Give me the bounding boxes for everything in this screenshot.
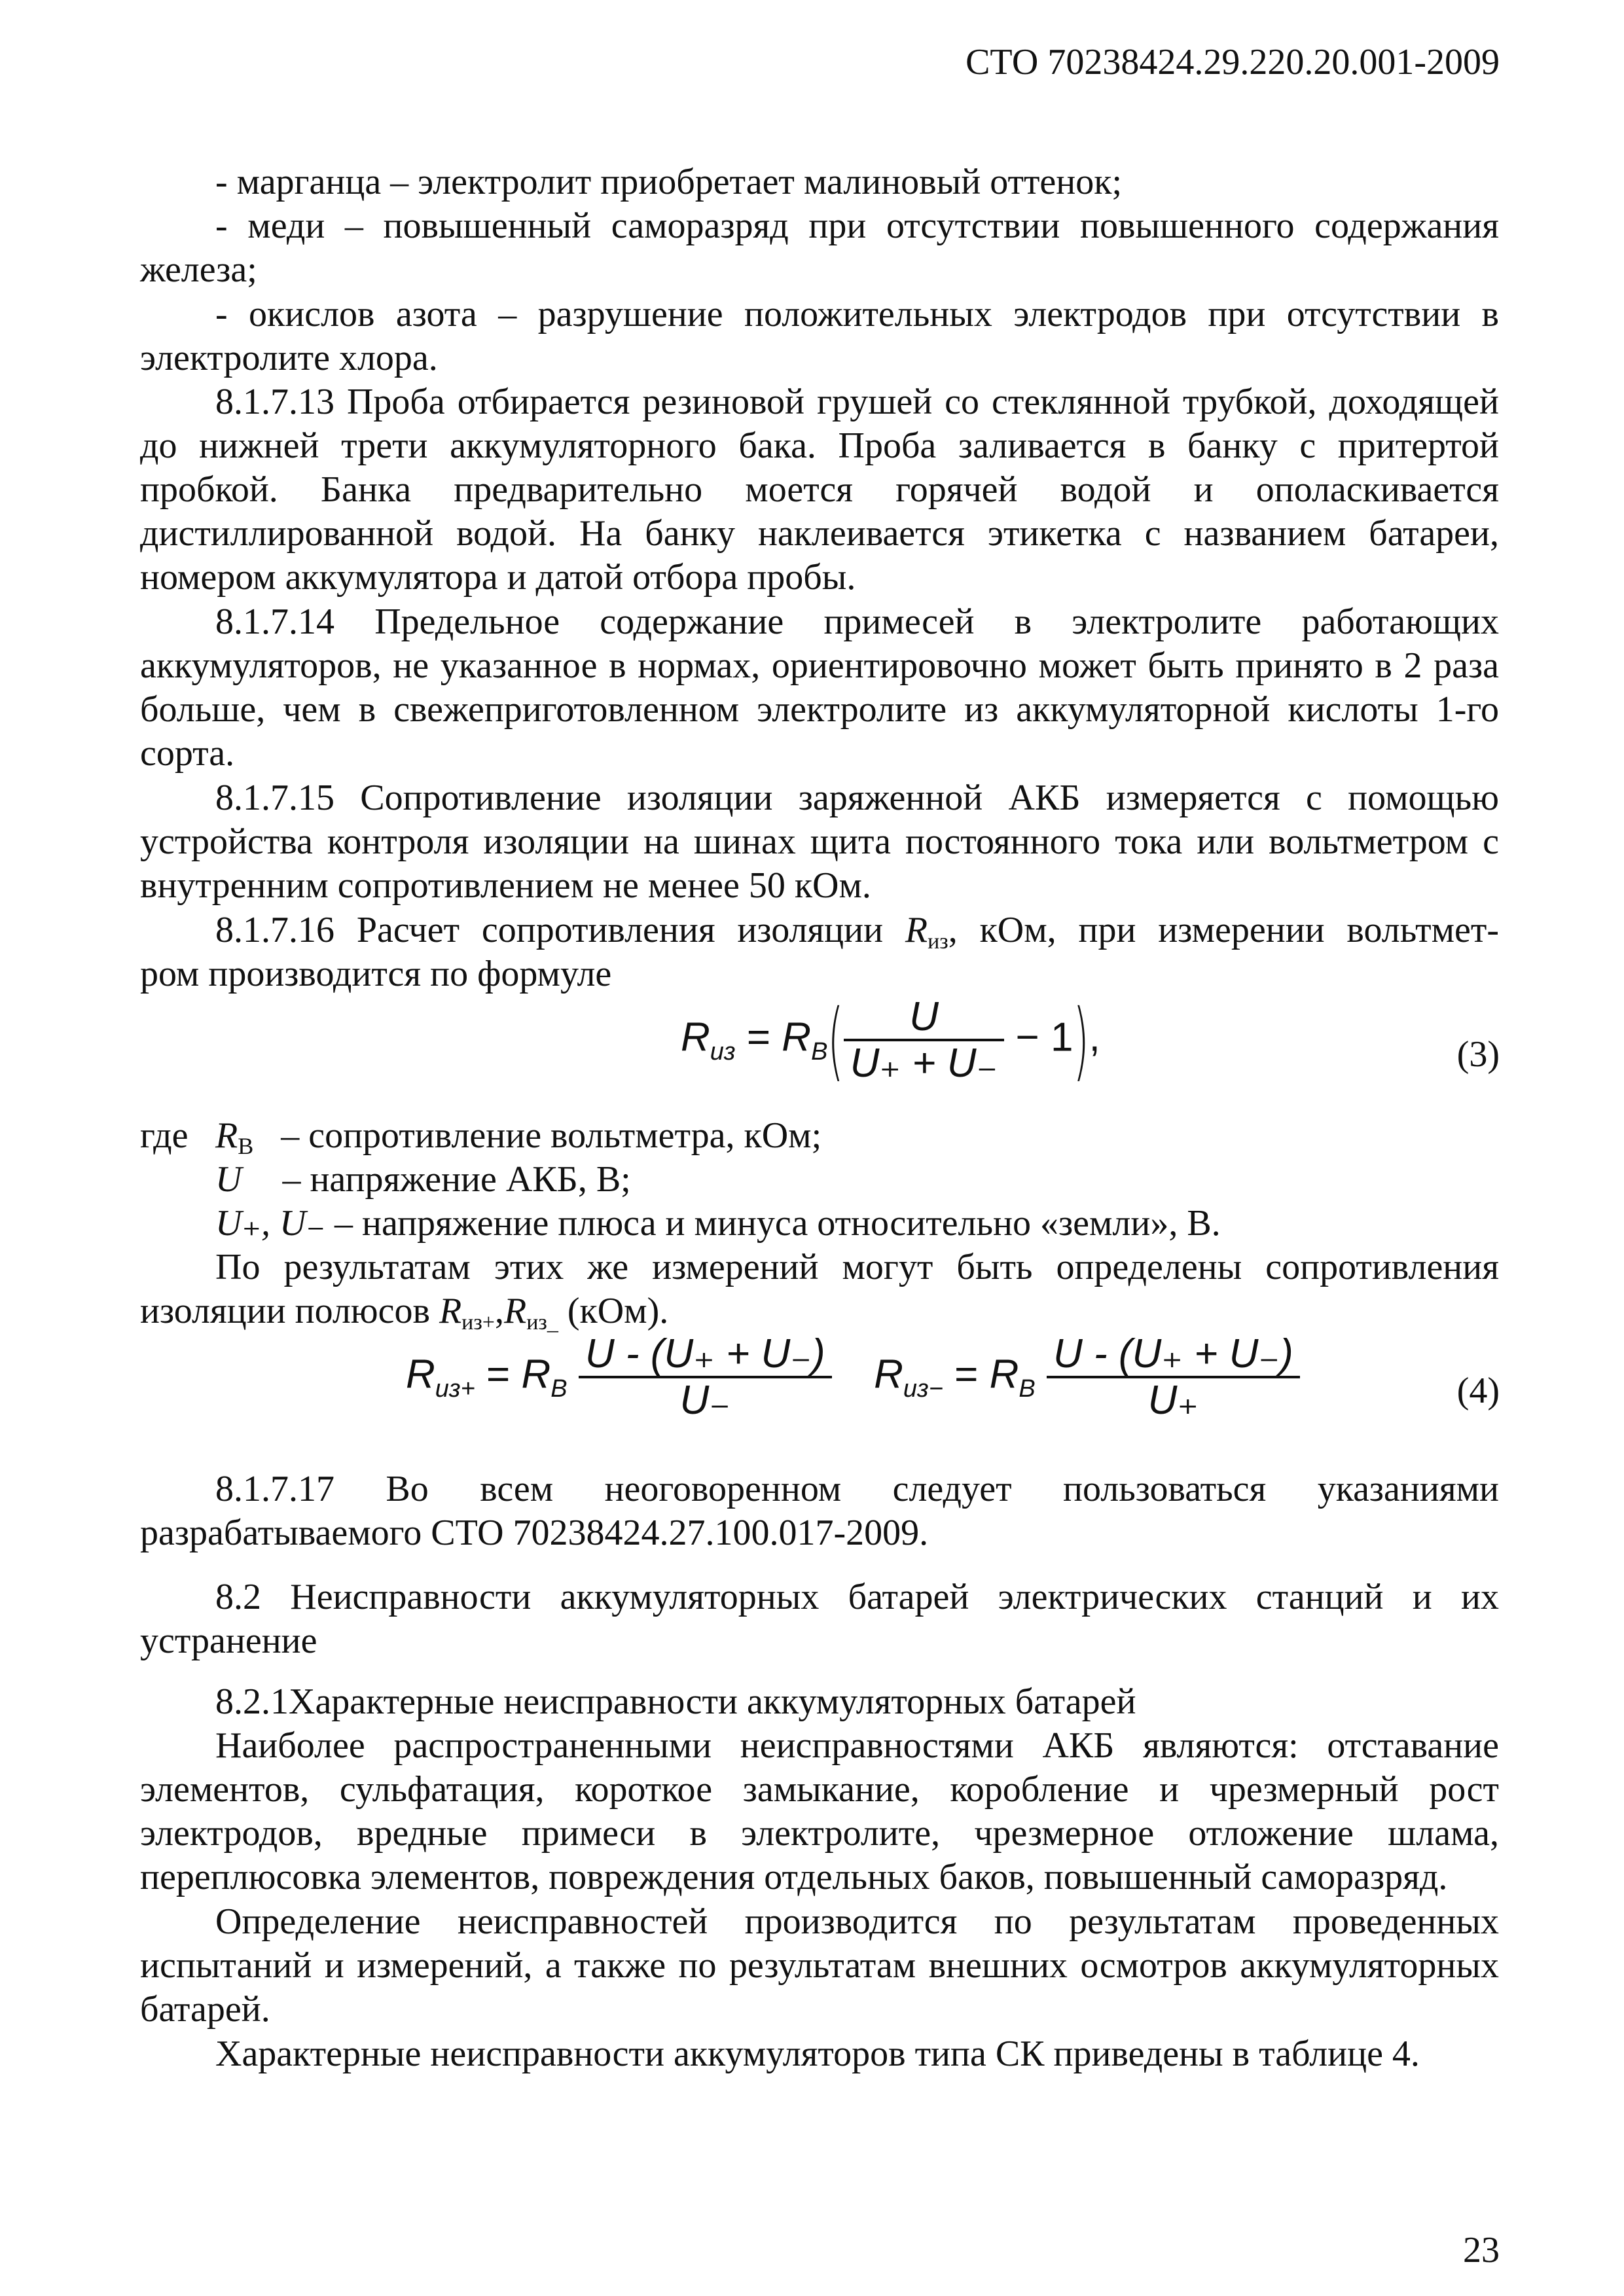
where-row-rb: RВ – сопротивление вольтметра, кОм; bbox=[215, 1115, 822, 1159]
formula-4-number: (4) bbox=[1456, 1371, 1500, 1411]
paragraph-8-1-7-14: 8.1.7.14 Предельное содержание примесей в электролите работающих аккумуляторов, не указанное в нормах, ориентировочно может быть принято в 2 раза больше, чем в свежеприготовленном электролите из аккумуляторной кислоты 1-го сорта. bbox=[140, 601, 1499, 774]
list-item-copper: - меди – повышенный саморазряд при отсутствии повышенного содержания железа; bbox=[140, 206, 1499, 290]
where-label: где bbox=[140, 1115, 189, 1156]
subsection-heading-8-2-1: 8.2.1Характерные неисправности аккумуляторных батарей bbox=[215, 1681, 1136, 1722]
symbol-r-iz: Rиз bbox=[905, 910, 948, 954]
paragraph-8-1-7-16-line1: 8.1.7.16 Расчет сопротивления изоляции Rиз, кОм, при измерении вольтмет- bbox=[215, 910, 1499, 954]
document-code-header: СТО 70238424.29.220.20.001-2009 bbox=[965, 42, 1500, 82]
formula-3: $R_{из} = R_В$( $\frac{U}{U_+ + U_-}$ − 1), bbox=[681, 990, 1100, 1090]
where-row-u-plus-minus: U₊, U₋ – напряжение плюса и минуса относительно «земли», В. bbox=[215, 1203, 1221, 1244]
paragraph-8-1-7-16-line2: ром производится по формуле bbox=[140, 954, 612, 994]
paragraph-8-1-7-15: 8.1.7.15 Сопротивление изоляции заряженной АКБ измеряется с помощью устройства контроля изоляции на шинах щита постоянного тока или вольтметром с внутренним сопротивлением не менее 50 кОм. bbox=[140, 778, 1499, 906]
paragraph-poles-line1: По результатам этих же измерений могут быть определены сопротивления bbox=[215, 1247, 1499, 1287]
paragraph-8-1-7-13: 8.1.7.13 Проба отбирается резиновой грушей со стеклянной трубкой, доходящей до нижней трети аккумуляторного бака. Проба заливается в банку с притертой пробкой. Банка предварительно моется горячей водой и ополаскивается дистиллированной водой. На банку наклеивается этикетка с названием батареи, номером аккумулятора и датой отбора пробы. bbox=[140, 382, 1499, 598]
formula-4: $R_{из+} = R_В$ $\frac{U - (U_+ + U_-)}{U_-}$ $R_{из-} = R_В$ $\frac{U - (U_+ + U_-)}{U_+}$ bbox=[406, 1332, 1300, 1422]
list-item-nitrogen-oxides: - окислов азота – разрушение положительных электродов при отсутствии в электролите хлора. bbox=[140, 294, 1499, 378]
where-row-u: U – напряжение АКБ, В; bbox=[215, 1159, 631, 1200]
paragraph-common-faults: Наиболее распространенными неисправностями АКБ являются: отставание элементов, сульфатация, короткое замыкание, коробление и чрезмерный рост электродов, вредные примеси в электролите, чрезмерное отложение шлама, переплюсовка элементов, повреждения отдельных баков, повышенный саморазряд. bbox=[140, 1725, 1499, 1897]
paragraph-table-reference: Характерные неисправности аккумуляторов типа СК приведены в таблице 4. bbox=[215, 2034, 1420, 2074]
section-heading-8-2: 8.2 Неисправности аккумуляторных батарей электрических станций и их устранение bbox=[140, 1577, 1499, 1661]
paragraph-poles-line2: изоляции полюсов Rиз+,Rиз_ (кОм). bbox=[140, 1291, 669, 1335]
formula-3-number: (3) bbox=[1456, 1034, 1500, 1075]
paragraph-fault-detection: Определение неисправностей производится по результатам проведенных испытаний и измерений, а также по результатам внешних осмотров аккумуляторных батарей. bbox=[140, 1901, 1499, 2030]
paragraph-8-1-7-17: 8.1.7.17 Во всем неоговоренном следует пользоваться указаниями разрабатываемого СТО 70238424.27.100.017-2009. bbox=[140, 1469, 1499, 1553]
page-number: 23 bbox=[1463, 2230, 1500, 2270]
list-item-manganese: - марганца – электролит приобретает малиновый оттенок; bbox=[215, 162, 1123, 202]
